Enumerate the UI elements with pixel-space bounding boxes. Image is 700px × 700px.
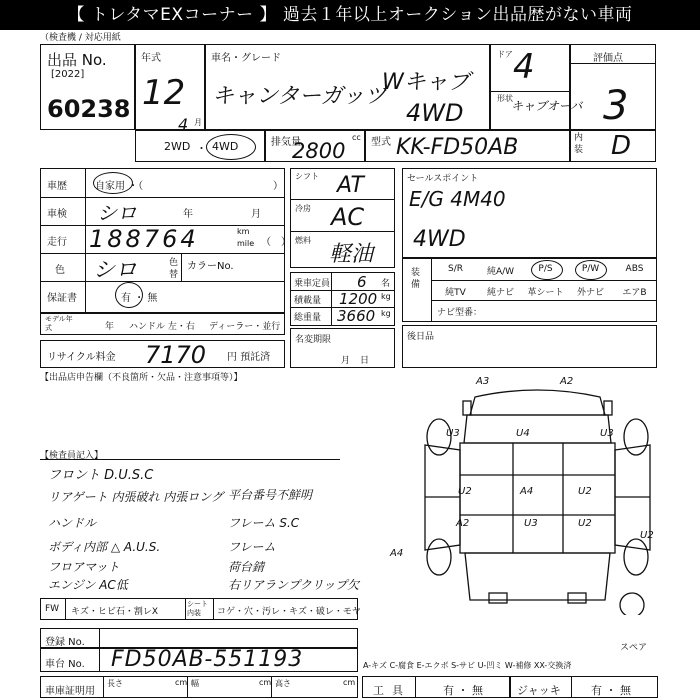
subheader: （検査機 / 対応用紙: [40, 33, 121, 43]
spare-label: スペア: [620, 643, 648, 653]
month-suffix: 月: [194, 118, 202, 127]
year-value: 12: [142, 73, 186, 113]
month-value: 4: [178, 115, 189, 134]
mark-u2-right: U2: [578, 486, 592, 497]
cert-length: 長さ: [107, 679, 123, 688]
interior-value: D: [611, 131, 632, 161]
chassis-label: 車台 No.: [45, 659, 85, 670]
recycle-unit: 円 預託済: [227, 352, 271, 363]
mark-a3: A3: [476, 376, 490, 387]
load-unit: kg: [381, 292, 391, 301]
registration-row: [40, 628, 358, 648]
jack-options: 有 ・ 無: [591, 684, 631, 697]
diagram-mirror-l: [463, 401, 471, 415]
equip-airbag: エアB: [622, 288, 647, 298]
weight-box: [290, 272, 395, 326]
color-side-top: 色: [169, 258, 179, 268]
diagram-wheel-fr: [624, 419, 648, 455]
tools-options: 有 ・ 無: [443, 684, 483, 697]
equip-tv: 純TV: [445, 288, 466, 298]
capacity-value: 6: [357, 273, 367, 291]
equip-ps: P/S: [538, 264, 553, 274]
sales-label: セールスポイント: [407, 174, 479, 184]
color-side-bottom: 替: [169, 270, 179, 280]
spec-box: [290, 168, 395, 268]
inspector-line-6: エンジン AC低: [48, 578, 128, 592]
gross-unit: kg: [381, 309, 391, 318]
inspector-line-3: ハンドル: [48, 516, 97, 530]
lot-box: [40, 44, 135, 130]
interior-box: [570, 130, 656, 162]
lot-label: 出品 No.: [47, 51, 107, 69]
recycle-label: リサイクル料金: [47, 352, 116, 363]
fuel-label: 燃料: [295, 236, 311, 245]
diagram-wheel-rr: [624, 539, 648, 575]
lot-year: [2022]: [51, 69, 85, 80]
color-value: シロ: [93, 258, 138, 283]
load-value: 1200: [339, 290, 378, 308]
lot-number: 60238: [47, 95, 131, 123]
cert-width-unit: cm: [259, 678, 272, 687]
diagram-mirror-r: [604, 401, 612, 415]
equipment-box: [402, 258, 657, 322]
equip-ext-navi: 外ナビ: [576, 288, 604, 298]
damage-legend: A-キズ C-腐食 E-エクボ S-サビ U-凹ミ W-補修 XX-交換済: [363, 661, 572, 670]
mark-u2-edge: U2: [640, 530, 654, 541]
tools-row: [362, 676, 510, 698]
car-name: キャンターガッツ: [212, 84, 387, 109]
history-options: 自家用 ・（: [95, 181, 144, 192]
warranty-options: 有 ・ 無: [121, 293, 158, 304]
dealer-label: ディーラー・並行: [209, 322, 281, 332]
inspector-line-1: フロント D.U.S.C: [48, 468, 154, 483]
mileage-unit-mile: mile: [237, 239, 255, 248]
load-label: 積載量: [294, 296, 322, 306]
gross-label: 総重量: [294, 313, 322, 323]
equip-pw: P/W: [581, 264, 600, 274]
recycle-box: [40, 340, 285, 368]
vehicle-info-box: 車歴 自家用 ・（ ） 車検 シロ 年 月 走行 188764 km mile （ ） 色 シロ 色 替 カラーNo. 保証書 有 ・ 無: [40, 168, 285, 313]
mark-a4-side: A4: [390, 548, 404, 559]
shift-value: AT: [337, 173, 364, 198]
diagram-rear: [465, 553, 610, 600]
recycle-value: 7170: [145, 341, 207, 369]
door-label: ドア: [497, 50, 513, 59]
diagram-rear-light-r: [568, 593, 586, 603]
reg-label: 登録 No.: [45, 637, 85, 648]
score-box: [570, 44, 656, 130]
door-box: [490, 44, 583, 130]
sales-point-box: [402, 168, 657, 258]
model-year-label: モデル年式: [45, 315, 73, 332]
inspector-right-4: 荷台錆: [228, 560, 265, 574]
equipment-label: 装備: [411, 268, 421, 290]
jack-label: ジャッキ: [517, 684, 561, 697]
mark-u3-right: U3: [600, 428, 614, 439]
ac-label: 冷房: [295, 204, 311, 213]
chassis-row: [40, 648, 358, 672]
inspection-month-unit: 月: [251, 209, 261, 220]
warranty-label: 保証書: [47, 293, 77, 304]
equip-aw: 純A/W: [486, 267, 515, 277]
mark-u3-left: U3: [446, 428, 460, 439]
mileage-unit-km: km: [237, 227, 250, 236]
cert-height-unit: cm: [343, 678, 356, 687]
displacement-label: 排気量: [271, 137, 301, 148]
sales-line-1: E/G 4M40: [409, 187, 506, 211]
name-label: 車名・グレード: [211, 53, 281, 64]
declaration-label: 【出品店申告欄（不良箇所・欠品・注意事項等）】: [40, 373, 243, 383]
fw-text: キズ・ヒビ石・割レX: [71, 607, 158, 617]
inspection-year-unit: 年: [183, 209, 193, 220]
model-box: [365, 130, 570, 162]
drive-2wd: 2WD: [164, 140, 191, 153]
mark-u3-mid: U3: [524, 518, 538, 529]
shape-value: キャブオーバ: [511, 99, 583, 113]
shift-label: シフト: [295, 172, 319, 181]
mark-u2-mid: U2: [578, 518, 592, 529]
drive-circle: [206, 134, 256, 160]
drive-hand: 4WD: [406, 99, 464, 127]
inspection-value: シロ: [97, 201, 137, 225]
shape-label: 形状: [497, 94, 513, 103]
sales-line-2: 4WD: [413, 227, 466, 252]
inspector-right-2: フレーム S.C: [228, 516, 300, 530]
mark-u2-left: U2: [458, 486, 472, 497]
cert-label: 車庫証明用: [45, 686, 95, 697]
fuel-value: 軽油: [329, 242, 374, 267]
mark-u4: U4: [516, 428, 530, 439]
mileage-label: 走行: [47, 237, 67, 248]
diagram-cab-roof: [464, 415, 611, 443]
chassis-value: FD50AB-551193: [111, 647, 304, 672]
inspector-right-5: 右リアランプクリップ欠: [228, 578, 360, 592]
equip-sr: S/R: [448, 264, 463, 274]
diagram-body: [460, 443, 615, 553]
inspector-right-3: フレーム: [228, 540, 276, 554]
auction-banner: 【 トレタマEXコーナー 】 過去１年以上オークション出品歴がない車両: [0, 0, 700, 30]
garage-cert-row: [40, 676, 358, 698]
capacity-label: 乗車定員: [294, 279, 331, 289]
inspection-label: 車検: [47, 209, 67, 220]
inspector-line-5: フロアマット: [48, 560, 120, 574]
equip-navi: 純ナビ: [486, 288, 514, 298]
name-change-box: [290, 328, 395, 368]
change-label: 名変期限: [295, 335, 332, 345]
cert-height: 高さ: [275, 679, 291, 688]
fw-label: FW: [45, 604, 60, 614]
damage-diagram: [405, 375, 670, 615]
year-box: [135, 44, 205, 134]
mark-a2-side: A2: [456, 518, 470, 529]
diagram-wheel-rl: [427, 539, 451, 575]
inspector-right-1: 平台番号不鮮明: [228, 488, 313, 502]
diagram-front-bumper: [470, 390, 605, 415]
gross-value: 3660: [337, 307, 376, 325]
seat-label: シート内装: [187, 600, 208, 617]
equip-leather: 革シート: [527, 288, 564, 298]
ac-value: AC: [331, 203, 365, 231]
model-value: KK-FD50AB: [396, 135, 519, 160]
year-label: 年式: [141, 53, 161, 64]
drive-box: 2WD ・ 4WD: [135, 130, 265, 162]
model-year-row: [40, 313, 285, 335]
name-box: [205, 44, 490, 130]
mark-a2-top: A2: [560, 376, 574, 387]
diagram-spare-tire: [620, 593, 644, 615]
interior-label: 内装: [574, 133, 584, 155]
inspector-title: 【検査員記入】: [40, 451, 104, 461]
inspector-line-4: ボディ内部 △ A.U.S.: [48, 540, 161, 554]
cert-length-unit: cm: [175, 678, 188, 687]
displacement-box: [265, 130, 365, 162]
equip-abs: ABS: [625, 264, 644, 274]
grade: Wキャブ: [382, 70, 470, 95]
history-label: 車歴: [47, 181, 67, 192]
capacity-unit: 名: [381, 279, 391, 289]
mileage-value: 188764: [89, 225, 199, 253]
jack-row: [510, 676, 658, 698]
displacement-unit: cc: [352, 133, 361, 142]
seat-text: コゲ・穴・汚レ・キズ・破レ・モヤ: [217, 607, 361, 617]
tools-label: 工具: [373, 684, 411, 697]
color-no-label: カラーNo.: [187, 261, 234, 272]
model-year-unit: 年: [105, 322, 115, 332]
color-label: 色: [55, 265, 65, 276]
later-label: 後日品: [407, 332, 435, 342]
navi-label: ナビ型番：: [437, 308, 483, 318]
handle-label: ハンドル 左・右: [129, 322, 195, 332]
displacement-value: 2800: [292, 139, 346, 163]
mark-a4: A4: [520, 486, 534, 497]
change-unit: 月日: [341, 356, 380, 366]
diagram-rear-light-l: [489, 593, 507, 603]
inspector-line-2: リアゲート 内張破れ 内張ロング: [48, 490, 224, 504]
score-label: 評価点: [593, 53, 623, 64]
drive-4wd: 4WD: [212, 140, 239, 153]
fw-row: [40, 598, 361, 620]
later-box: [402, 325, 657, 368]
score-value: 3: [603, 83, 629, 129]
cert-width: 幅: [191, 679, 199, 688]
model-label: 型式: [371, 137, 391, 148]
door-value: 4: [513, 47, 535, 87]
